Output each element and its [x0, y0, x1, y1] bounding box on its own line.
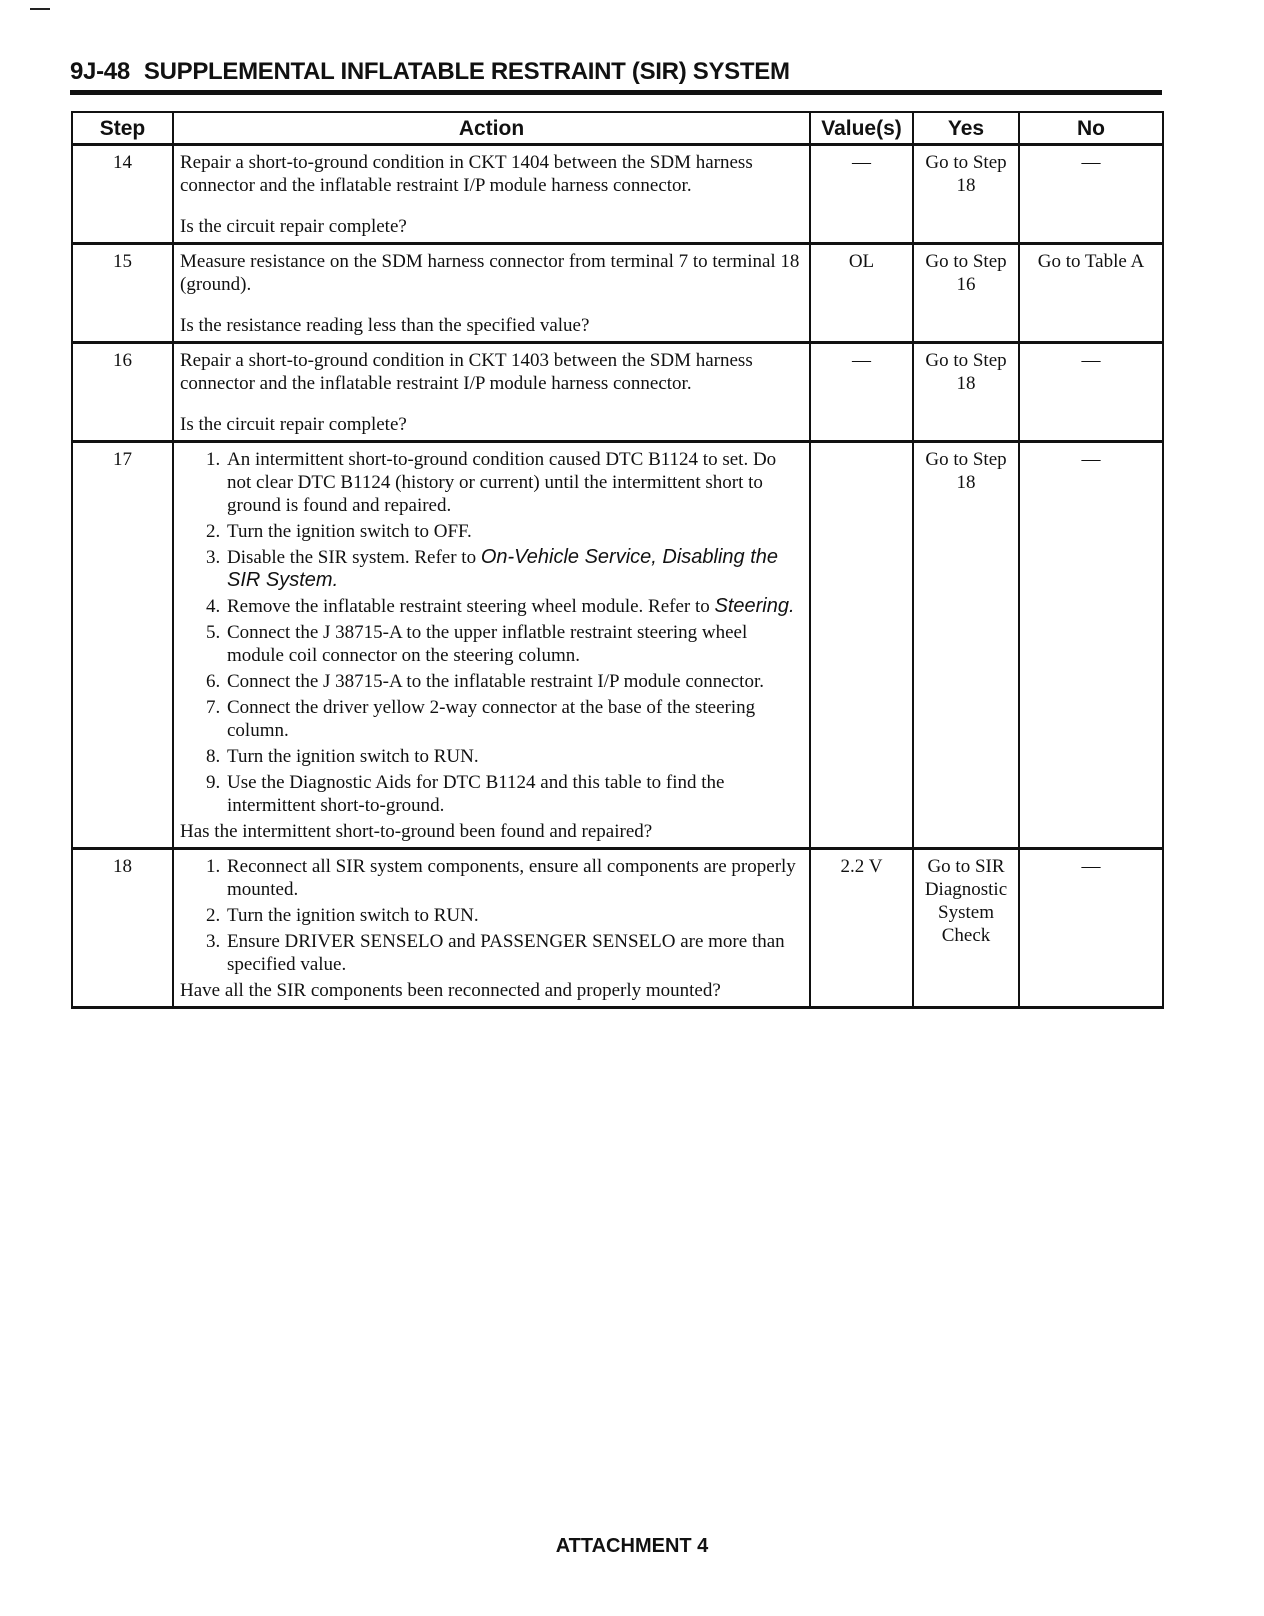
- column-header-step: Step: [72, 112, 173, 145]
- list-item: 6. Connect the J 38715-A to the inflatable restraint I/P module connector.: [225, 670, 803, 693]
- step-number: 15: [72, 244, 173, 343]
- no-cell: —: [1019, 849, 1163, 1008]
- header-rule: [70, 90, 1162, 95]
- list-item: 1. Reconnect all SIR system components, ensure all components are properly mounted.: [225, 855, 803, 901]
- yes-cell: Go to Step 16: [913, 244, 1019, 343]
- column-header-no: No: [1019, 112, 1163, 145]
- page-number: 9J-48: [70, 58, 130, 85]
- list-item: 9. Use the Diagnostic Aids for DTC B1124 and this table to find the intermittent short-to-ground.: [225, 771, 803, 817]
- action-step-list: [180, 448, 803, 817]
- list-item-text: Remove the inflatable restraint steering wheel module. Refer to: [227, 596, 715, 617]
- no-cell: —: [1019, 442, 1163, 849]
- list-item: 5. Connect the J 38715-A to the upper inflatble restraint steering wheel module coil connector on the steering column.: [225, 621, 803, 667]
- action-question: Is the circuit repair complete?: [180, 216, 407, 237]
- list-item: 1. An intermittent short-to-ground condition caused DTC B1124 to set. Do not clear DTC B1124 (history or current) until the intermittent short to ground is found and repaired.: [225, 448, 803, 517]
- table-row-step-16: [72, 343, 1163, 442]
- list-item: [225, 546, 803, 592]
- action-question: Is the resistance reading less than the specified value?: [180, 315, 590, 336]
- no-cell: —: [1019, 145, 1163, 244]
- step-number: 16: [72, 343, 173, 442]
- list-item: [225, 595, 803, 618]
- page-title: SUPPLEMENTAL INFLATABLE RESTRAINT (SIR) SYSTEM: [143, 58, 790, 85]
- corner-mark: [30, 8, 50, 10]
- table-header-row: [72, 112, 1163, 145]
- value-cell: 2.2 V: [810, 849, 913, 1008]
- yes-cell: Go to Step 18: [913, 145, 1019, 244]
- no-cell: —: [1019, 343, 1163, 442]
- action-text: Repair a short-to-ground condition in CKT 1403 between the SDM harness connector and the inflatable restraint I/P module harness connector.: [180, 350, 753, 394]
- table-row-step-15: [72, 244, 1163, 343]
- action-cell: [173, 244, 810, 343]
- table-row-step-14: [72, 145, 1163, 244]
- column-header-yes: Yes: [913, 112, 1019, 145]
- list-item: 8. Turn the ignition switch to RUN.: [225, 745, 803, 768]
- page-header: [70, 58, 1162, 86]
- column-header-values: Value(s): [810, 112, 913, 145]
- list-item: 2. Turn the ignition switch to RUN.: [225, 904, 803, 927]
- reference-link: On-Vehicle Service, Disabling the SIR System.: [227, 546, 779, 591]
- action-text: Repair a short-to-ground condition in CKT 1404 between the SDM harness connector and the inflatable restraint I/P module harness connector.: [180, 152, 753, 196]
- no-cell: Go to Table A: [1019, 244, 1163, 343]
- action-cell: [173, 343, 810, 442]
- value-cell: —: [810, 343, 913, 442]
- action-question: Is the circuit repair complete?: [180, 414, 407, 435]
- value-cell: [810, 442, 913, 849]
- reference-link: Steering.: [714, 595, 795, 617]
- page-footer: ATTACHMENT 4: [555, 1535, 709, 1557]
- list-item: 7. Connect the driver yellow 2-way connector at the base of the steering column.: [225, 696, 803, 742]
- table-row-step-17: [72, 442, 1163, 849]
- action-question: Has the intermittent short-to-ground been found and repaired?: [180, 821, 653, 842]
- table-row-step-18: [72, 849, 1163, 1008]
- value-cell: —: [810, 145, 913, 244]
- action-question: Have all the SIR components been reconnected and properly mounted?: [180, 980, 721, 1001]
- yes-cell: Go to Step 18: [913, 442, 1019, 849]
- yes-cell: Go to Step 18: [913, 343, 1019, 442]
- action-cell: [173, 442, 810, 849]
- diagnostic-table: [71, 111, 1164, 1009]
- list-item: 2. Turn the ignition switch to OFF.: [225, 520, 803, 543]
- value-cell: OL: [810, 244, 913, 343]
- column-header-action: Action: [173, 112, 810, 145]
- step-number: 18: [72, 849, 173, 1008]
- list-item-text: Disable the SIR system. Refer to: [227, 547, 481, 568]
- step-number: 14: [72, 145, 173, 244]
- action-cell: [173, 849, 810, 1008]
- action-cell: [173, 145, 810, 244]
- action-text: Measure resistance on the SDM harness connector from terminal 7 to terminal 18 (ground).: [180, 251, 800, 295]
- action-step-list: [180, 855, 803, 976]
- step-number: 17: [72, 442, 173, 849]
- yes-cell: Go to SIR Diagnostic System Check: [913, 849, 1019, 1008]
- list-item: 3. Ensure DRIVER SENSELO and PASSENGER SENSELO are more than specified value.: [225, 930, 803, 976]
